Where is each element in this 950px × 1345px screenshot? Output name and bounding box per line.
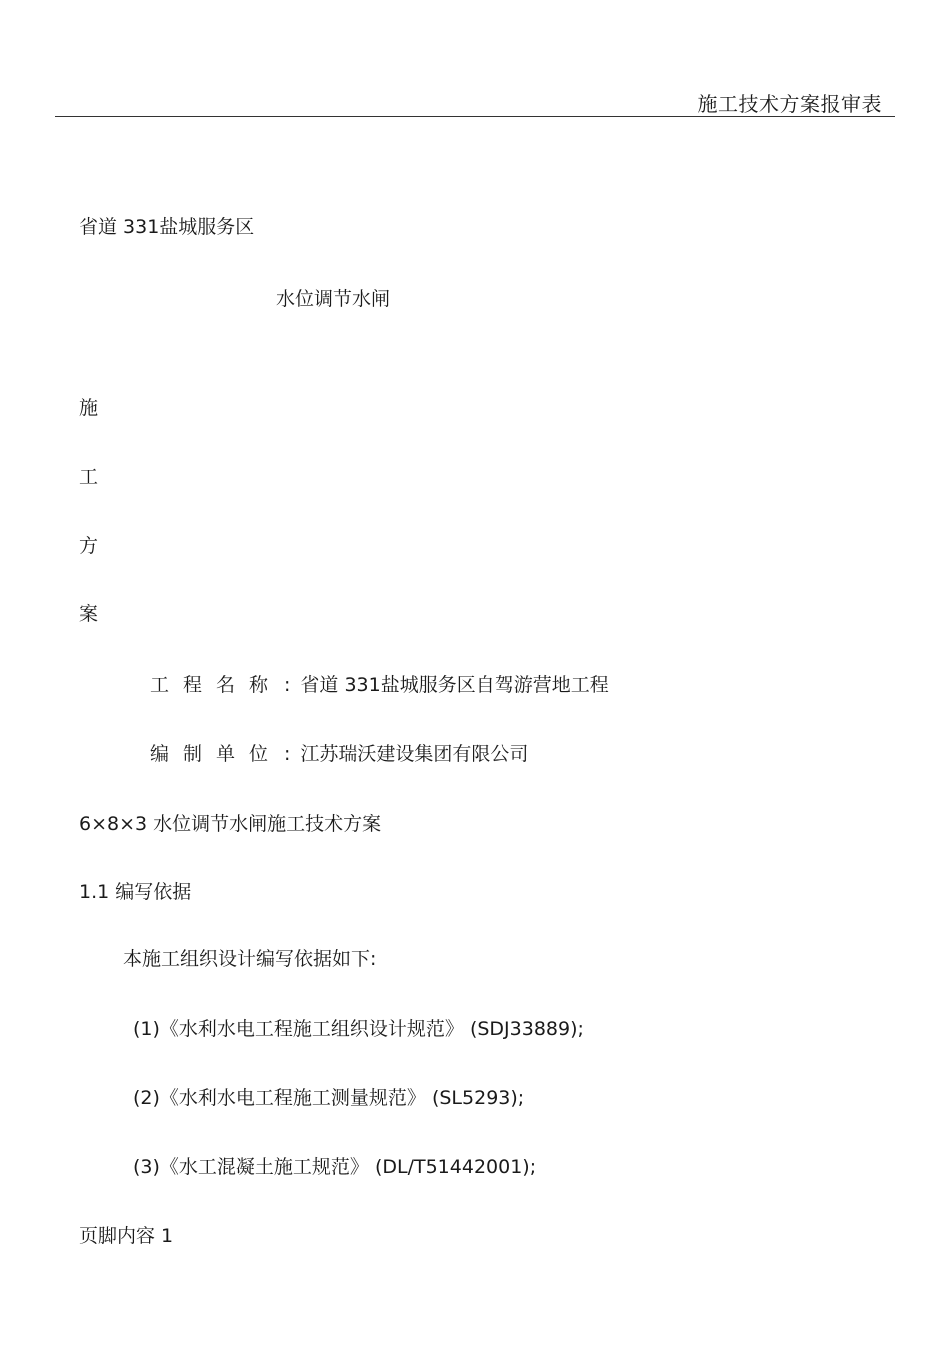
cover-field-organization <box>150 742 528 766</box>
field-value: 省道 331盐城服务区自驾游营地工程 <box>300 674 609 696</box>
field-colon: : <box>284 743 291 765</box>
cover-project-line1: 省道 331盐城服务区 <box>79 216 255 238</box>
cover-vertical-char: 方 <box>79 535 99 557</box>
document-title: 6×8×3 水位调节水闸施工技术方案 <box>79 813 382 835</box>
field-value: 江苏瑞沃建设集团有限公司 <box>300 743 529 765</box>
cover-project-line2: 水位调节水闸 <box>276 288 391 310</box>
header-divider <box>55 116 895 117</box>
section-heading: 1.1 编写依据 <box>79 881 192 903</box>
reference-item: (2)《水利水电工程施工测量规范》 (SL5293); <box>133 1087 525 1109</box>
cover-vertical-char: 施 <box>79 397 99 419</box>
reference-item: (1)《水利水电工程施工组织设计规范》 (SDJ33889); <box>133 1018 584 1040</box>
intro-paragraph: 本施工组织设计编写依据如下: <box>123 948 377 970</box>
field-label: 编制单位 <box>150 743 283 765</box>
field-label: 工程名称 <box>150 674 283 696</box>
page-header-title: 施工技术方案报审表 <box>697 92 882 116</box>
cover-field-project-name <box>150 673 609 697</box>
reference-item: (3)《水工混凝土施工规范》 (DL/T51442001); <box>133 1156 537 1178</box>
field-colon: : <box>284 674 291 696</box>
cover-vertical-char: 工 <box>79 466 99 488</box>
cover-vertical-char: 案 <box>79 603 99 625</box>
page-footer: 页脚内容 1 <box>79 1225 174 1247</box>
